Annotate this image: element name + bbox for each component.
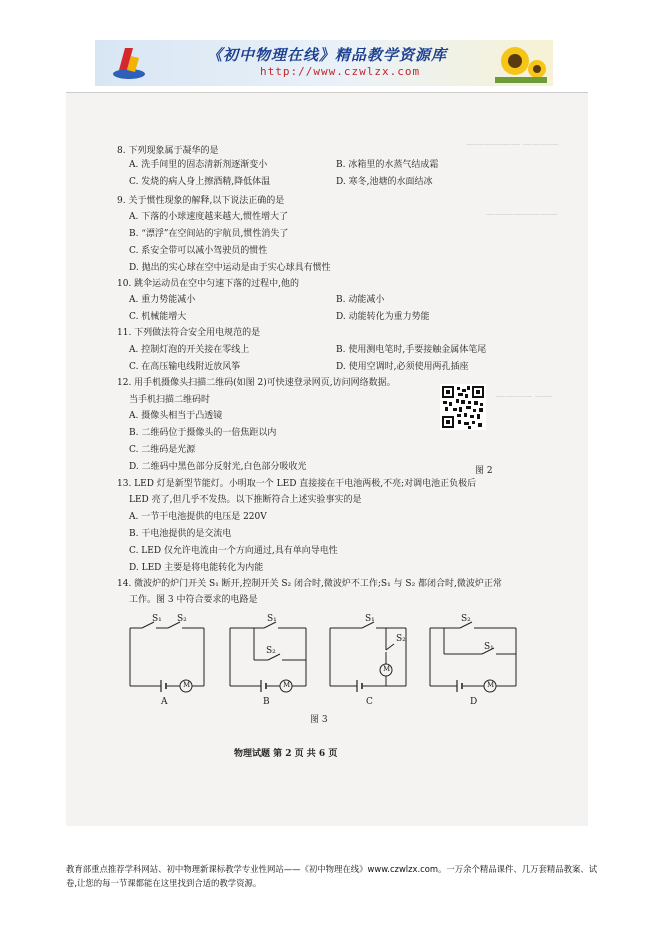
question-11-option-c: C. 在高压输电线附近放风筝: [129, 362, 241, 372]
question-12-stem: 12. 用手机摄像头扫描二维码(如图 2)可快速登录网页,访问网络数据。: [117, 378, 396, 388]
circuit-b-s1-label: S₁: [267, 614, 277, 624]
figure-3-circuits: [124, 610, 524, 710]
question-8-option-c: C. 发烧的病人身上擦酒精,降低体温: [129, 177, 271, 187]
question-12-option-b: B. 二维码位于摄像头的一倍焦距以内: [129, 428, 277, 438]
site-banner: [95, 40, 553, 86]
question-9-stem: 9. 关于惯性现象的解释,以下说法正确的是: [117, 196, 285, 206]
question-12-option-c: C. 二维码是光源: [129, 445, 196, 455]
question-12-option-a: A. 摄像头相当于凸透镜: [129, 411, 223, 421]
circuit-a-s2-label: S₂: [177, 614, 187, 624]
circuit-a-label: A: [161, 697, 168, 707]
circuit-c-s1-label: S₁: [365, 614, 375, 624]
question-9-option-d: D. 抛出的实心球在空中运动是由于实心球具有惯性: [129, 263, 331, 273]
bleed-through-text: ————————: [486, 210, 558, 220]
question-8-option-a: A. 洗手间里的固态清新剂逐渐变小: [129, 160, 268, 170]
circuit-d: [430, 622, 516, 686]
question-14-stem-continued: 工作。图 3 中符合要求的电路是: [129, 595, 258, 605]
circuit-d-s1-label: S₁: [484, 642, 494, 652]
circuit-d-label: D: [470, 697, 478, 707]
circuit-b-motor-label: M: [283, 681, 291, 689]
circuit-a: [130, 622, 204, 686]
question-12-stem-continued: 当手机扫描二维码时: [129, 395, 211, 405]
circuit-c-label: C: [366, 697, 373, 707]
question-14-stem: 14. 微波炉的炉门开关 S₁ 断开,控制开关 S₂ 闭合时,微波炉不工作;S₁ 与 S₂ 都闭合时,微波炉正常: [117, 579, 502, 589]
bleed-through-text: ———— ——: [496, 392, 553, 402]
banner-url[interactable]: http://www.czwlzx.com: [260, 65, 421, 78]
question-9-option-a: A. 下落的小球速度越来越大,惯性增大了: [129, 212, 289, 222]
question-8-stem: 8. 下列现象属于凝华的是: [117, 146, 219, 156]
question-13-stem: 13. LED 灯是新型节能灯。小明取一个 LED 直接接在干电池两极,不亮;对调电池正负极后: [117, 479, 477, 489]
qr-code-icon: [440, 384, 486, 430]
figure-3-caption: 图 3: [310, 715, 328, 725]
question-10-stem: 10. 跳伞运动员在空中匀速下落的过程中,他的: [117, 279, 300, 289]
question-8-option-b: B. 冰箱里的水蒸气结成霜: [336, 160, 439, 170]
question-10-option-c: C. 机械能增大: [129, 312, 187, 322]
question-13-option-b: B. 干电池提供的是交流电: [129, 529, 232, 539]
question-13-option-a: A. 一节干电池提供的电压是 220V: [129, 512, 267, 522]
question-10-option-d: D. 动能转化为重力势能: [336, 312, 430, 322]
circuit-d-motor-label: M: [487, 681, 495, 689]
circuit-c-motor-label: M: [383, 665, 391, 673]
question-9-option-c: C. 系安全带可以减小驾驶员的惯性: [129, 246, 268, 256]
circuit-a-s1-label: S₁: [152, 614, 162, 624]
bleed-through-text: —————— ————: [466, 140, 559, 150]
circuit-a-motor-label: M: [183, 681, 191, 689]
question-8-option-d: D. 寒冬,池塘的水面结冰: [336, 177, 433, 187]
question-11-option-a: A. 控制灯泡的开关接在零线上: [129, 345, 250, 355]
question-10-option-a: A. 重力势能减小: [129, 295, 196, 305]
question-12-option-d: D. 二维码中黑色部分反射光,白色部分吸收光: [129, 462, 307, 472]
circuit-c: [330, 622, 406, 686]
circuit-b-label: B: [263, 697, 270, 707]
question-11-option-d: D. 使用空调时,必须使用两孔插座: [336, 362, 469, 372]
question-10-option-b: B. 动能减小: [336, 295, 385, 305]
circuit-d-s2-label: S₂: [461, 614, 471, 624]
question-13-option-c: C. LED 仅允许电流由一个方向通过,具有单向导电性: [129, 546, 338, 556]
question-13-option-d: D. LED 主要是将电能转化为内能: [129, 563, 264, 573]
bottom-site-note: 教育部重点推荐学科网站、初中物理新课标教学专业性网站——《初中物理在线》www.czwlzx.com。一万余个精品课件、几万套精品教案、试卷,让您的每一节课都能在这里找到合适的教学资源。: [66, 864, 598, 888]
banner-title: 《初中物理在线》精品教学资源库: [207, 46, 448, 64]
site-logo-icon: [111, 44, 147, 82]
figure-2-caption: 图 2: [475, 466, 493, 476]
question-9-option-b: B. “漂浮”在空间站的宇航员,惯性消失了: [129, 229, 289, 239]
circuit-c-s2-label: S₂: [396, 634, 406, 644]
sunflower-icon: [495, 43, 547, 83]
question-11-stem: 11. 下列做法符合安全用电规范的是: [117, 328, 261, 338]
question-11-option-b: B. 使用测电笔时,手要接触金属体笔尾: [336, 345, 487, 355]
question-13-stem-continued: LED 亮了,但几乎不发热。以下推断符合上述实验事实的是: [129, 495, 362, 505]
circuit-b-s2-label: S₂: [266, 646, 276, 656]
page-footer: 物理试题 第 2 页 共 6 页: [234, 749, 338, 759]
